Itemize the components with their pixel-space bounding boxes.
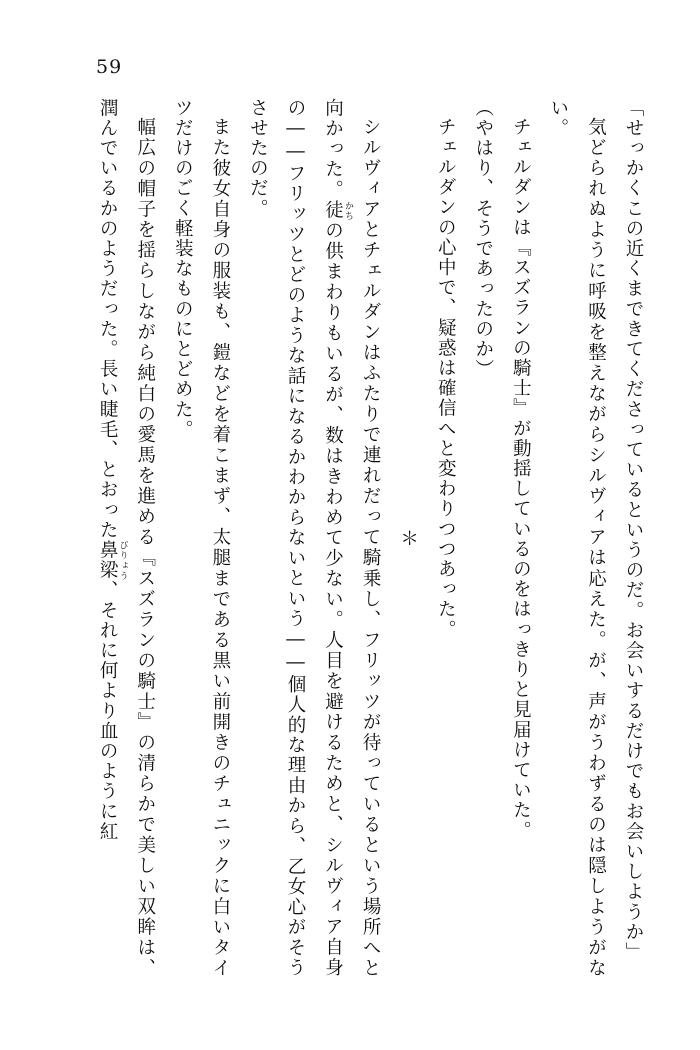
paragraph: チェルダンは『スズランの騎士』が動揺しているのをはっきりと見届けていた。 [510,116,532,841]
page-number: 59 [96,56,123,78]
page-text-body [52,98,652,978]
paragraph: 気どられぬように呼吸を整えながらシルヴィアは応えた。が、声がうわずるのは隠しようがない。 [547,98,607,978]
scene-break-marker: ＊ [397,528,419,548]
paragraph: 「せっかくこの近くまできてくださっているというのだ。お会いするだけでもお会いしようか」 [623,98,644,963]
paragraph: 幅広の帽子を揺らしながら純白の愛馬を進める『スズランの騎士』の清らかで美しい双眸は、潤んでいるかのようだった。長い睫毛、とおった鼻梁 びりょう、それに何より血のように紅 [97,98,156,978]
paragraph: また彼女自身の服装も、鎧などを着こまず、太腿まである黒い前開きのチュニックに白いタイツだけのごく軽装なものにとどめた。 [172,98,231,978]
paragraph: チェルダンの心中で、疑惑は確信へと変わりつつあった。 [435,116,457,640]
paragraph: シルヴィアとチェルダンはふたりで連れだって騎乗し、フリッツが待っているという場所へと向かった。徒 かちの供まわりもいるが、数はきわめて少ない。人目を避けるためと、シルヴィア自身の――フリッツとどのような話になるかわからないという――個人的な理由から、乙女心がそうさせたのだ。 [247,98,382,979]
paragraph: （やはり、そうであったのか） [472,98,494,380]
